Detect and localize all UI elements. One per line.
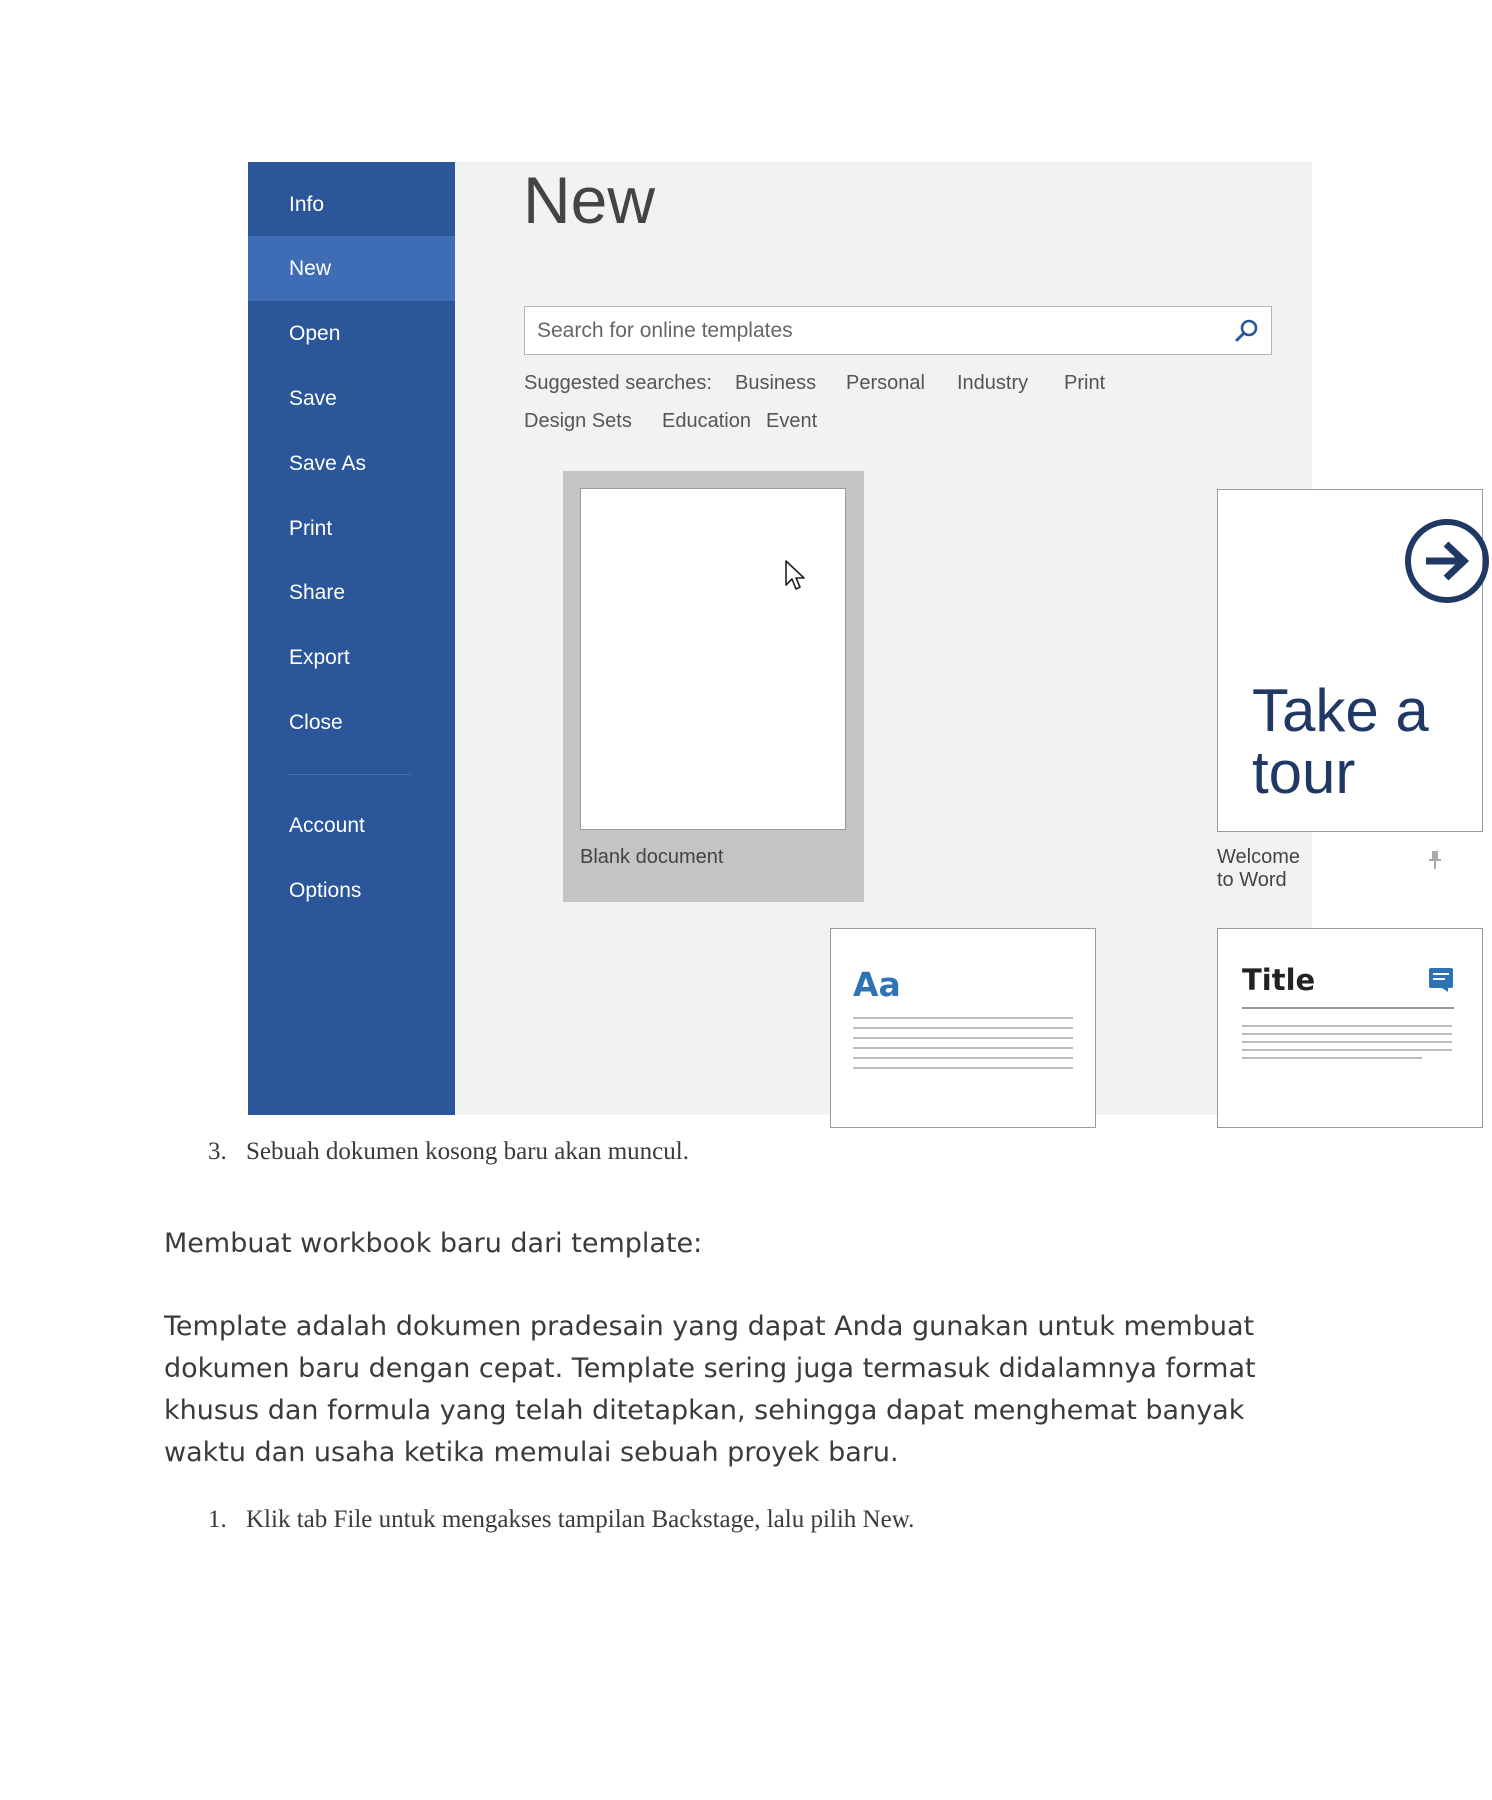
suggested-searches-label: Suggested searches: bbox=[524, 372, 712, 394]
welcome-to-word-thumbnail[interactable] bbox=[1217, 489, 1483, 832]
step-3 bbox=[208, 1138, 689, 1166]
blank-document-label: Blank document bbox=[580, 846, 724, 868]
nav-share[interactable]: Share bbox=[289, 580, 346, 604]
template-paragraph: Template adalah dokumen pradesain yang dapat Anda gunakan untuk membuat dokumen baru dengan cepat. Template sering juga termasuk didalamnya format khusus dan formula yang telah ditetapkan, sehingga dapat menghemat banyak waktu dan usaha ketika memulai sebuah proyek baru. bbox=[164, 1311, 1256, 1468]
aa-template-thumbnail[interactable] bbox=[830, 928, 1096, 1128]
page-title: New bbox=[523, 163, 656, 237]
aa-line-2 bbox=[853, 1027, 1073, 1029]
section-heading: Membuat workbook baru dari template: bbox=[164, 1228, 703, 1259]
suggest-event[interactable]: Event bbox=[766, 410, 818, 432]
mouse-cursor-icon bbox=[784, 559, 808, 593]
nav-print[interactable]: Print bbox=[289, 516, 333, 540]
title-text: Title bbox=[1242, 963, 1316, 997]
pin-icon[interactable] bbox=[1427, 850, 1443, 870]
aa-line-1 bbox=[853, 1017, 1073, 1019]
nav-export[interactable]: Export bbox=[289, 645, 350, 669]
suggest-business[interactable]: Business bbox=[735, 372, 817, 394]
template-search-box[interactable] bbox=[524, 306, 1272, 355]
aa-line-3 bbox=[853, 1037, 1073, 1039]
backstage-main bbox=[455, 162, 1429, 1115]
suggest-personal[interactable]: Personal bbox=[846, 372, 925, 394]
suggested-searches-row1 bbox=[524, 372, 712, 395]
suggest-education[interactable]: Education bbox=[662, 410, 751, 432]
step-1-number: 1. bbox=[208, 1506, 227, 1533]
step-1-text: Klik tab File untuk mengakses tampilan Backstage, lalu pilih New. bbox=[246, 1506, 915, 1533]
title-line-3 bbox=[1242, 1041, 1452, 1043]
nav-account[interactable]: Account bbox=[289, 813, 365, 837]
template-search-input[interactable] bbox=[525, 307, 1239, 354]
step-3-number: 3. bbox=[208, 1138, 227, 1165]
step-1 bbox=[208, 1506, 915, 1534]
suggest-industry[interactable]: Industry bbox=[957, 372, 1029, 394]
nav-save-as[interactable]: Save As bbox=[289, 451, 367, 475]
blank-document-thumbnail[interactable] bbox=[580, 488, 846, 830]
nav-divider bbox=[289, 774, 411, 775]
nav-save[interactable]: Save bbox=[289, 386, 337, 410]
aa-line-5 bbox=[853, 1057, 1073, 1059]
nav-close[interactable]: Close bbox=[289, 710, 343, 734]
title-line-1 bbox=[1242, 1025, 1452, 1027]
blank-document-tile[interactable] bbox=[563, 471, 864, 902]
search-icon[interactable] bbox=[1233, 317, 1261, 345]
title-template-thumbnail[interactable] bbox=[1217, 928, 1483, 1128]
title-line-2 bbox=[1242, 1033, 1452, 1035]
aa-text: Aa bbox=[853, 965, 901, 1004]
nav-info[interactable]: Info bbox=[289, 192, 325, 216]
title-underline bbox=[1242, 1007, 1454, 1009]
word-backstage-screenshot bbox=[248, 162, 1429, 1115]
title-line-5 bbox=[1242, 1057, 1422, 1059]
suggest-design-sets[interactable]: Design Sets bbox=[524, 410, 632, 432]
aa-line-4 bbox=[853, 1047, 1073, 1049]
aa-line-6 bbox=[853, 1067, 1073, 1069]
arrow-right-circle-icon bbox=[1402, 516, 1492, 606]
comment-icon bbox=[1428, 967, 1454, 993]
title-line-4 bbox=[1242, 1049, 1452, 1051]
step-3-text: Sebuah dokumen kosong baru akan muncul. bbox=[246, 1138, 689, 1165]
suggest-print[interactable]: Print bbox=[1064, 372, 1106, 394]
nav-options[interactable]: Options bbox=[289, 878, 362, 902]
take-a-tour-text: Take a tour bbox=[1252, 677, 1429, 806]
backstage-sidebar bbox=[248, 162, 455, 1115]
welcome-to-word-label: Welcome to Word bbox=[1217, 846, 1300, 891]
nav-open[interactable]: Open bbox=[289, 321, 341, 345]
nav-new[interactable]: New bbox=[248, 236, 455, 301]
